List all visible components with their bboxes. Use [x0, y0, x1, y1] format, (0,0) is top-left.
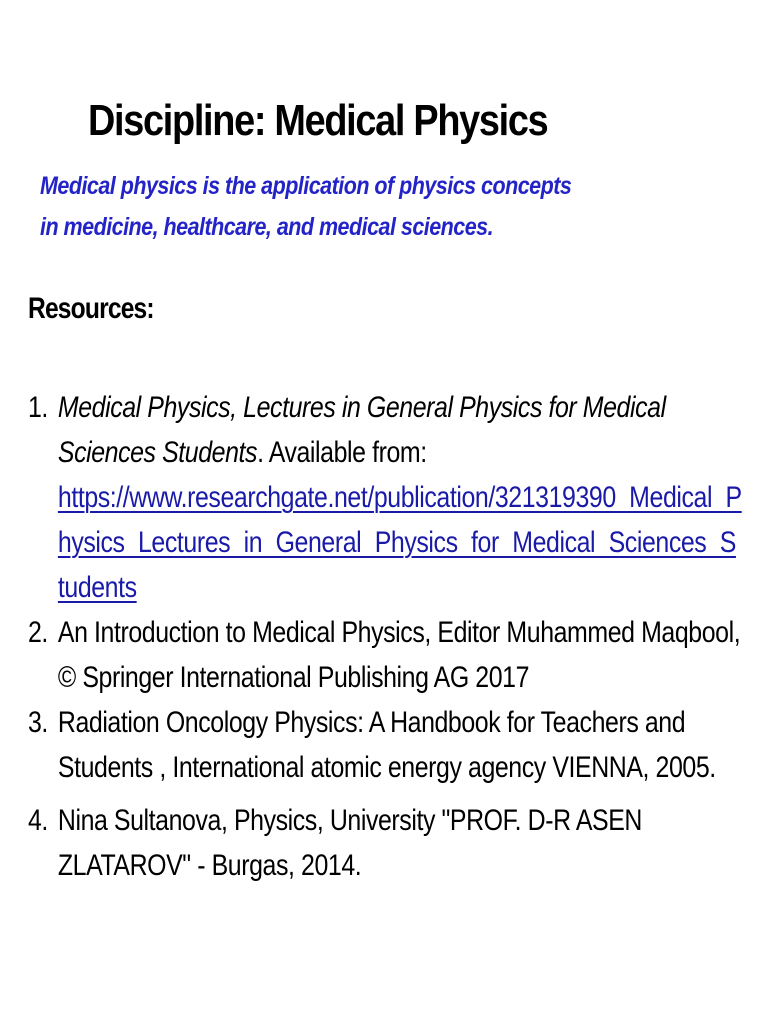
reference-number: 4.	[28, 804, 48, 837]
reference-item-2	[28, 610, 742, 700]
reference-suffix: . Available from:	[257, 436, 427, 469]
reference-list	[28, 385, 742, 888]
reference-link[interactable]: https://www.researchgate.net/publication/321319390_Medical_Physics_Lectures_in_General_Physics_for_Medical_Sciences_Students	[57, 481, 742, 604]
reference-number: 2.	[28, 616, 48, 649]
reference-item-3	[28, 700, 742, 790]
reference-title: Medical Physics, Lectures in General Physics for Medical Sciences Students	[57, 391, 666, 469]
page-title: Discipline: Medical Physics	[88, 96, 548, 145]
reference-item-1	[28, 385, 742, 610]
reference-number: 3.	[28, 706, 48, 739]
reference-item-4	[28, 798, 742, 888]
reference-text: Radiation Oncology Physics: A Handbook for Teachers and Students , International atomic energy agency VIENNA, 2005.	[57, 706, 716, 784]
resources-heading: Resources:	[28, 292, 154, 325]
reference-text: Nina Sultanova, Physics, University "PROF. D-R ASEN ZLATAROV" - Burgas, 2014.	[57, 804, 642, 882]
reference-text: An Introduction to Medical Physics, Editor Muhammed Maqbool, © Springer International Publishing AG 2017	[57, 616, 741, 694]
reference-number: 1.	[28, 391, 48, 424]
discipline-description: Medical physics is the application of physics concepts in medicine, healthcare, and medical sciences.	[40, 172, 572, 241]
